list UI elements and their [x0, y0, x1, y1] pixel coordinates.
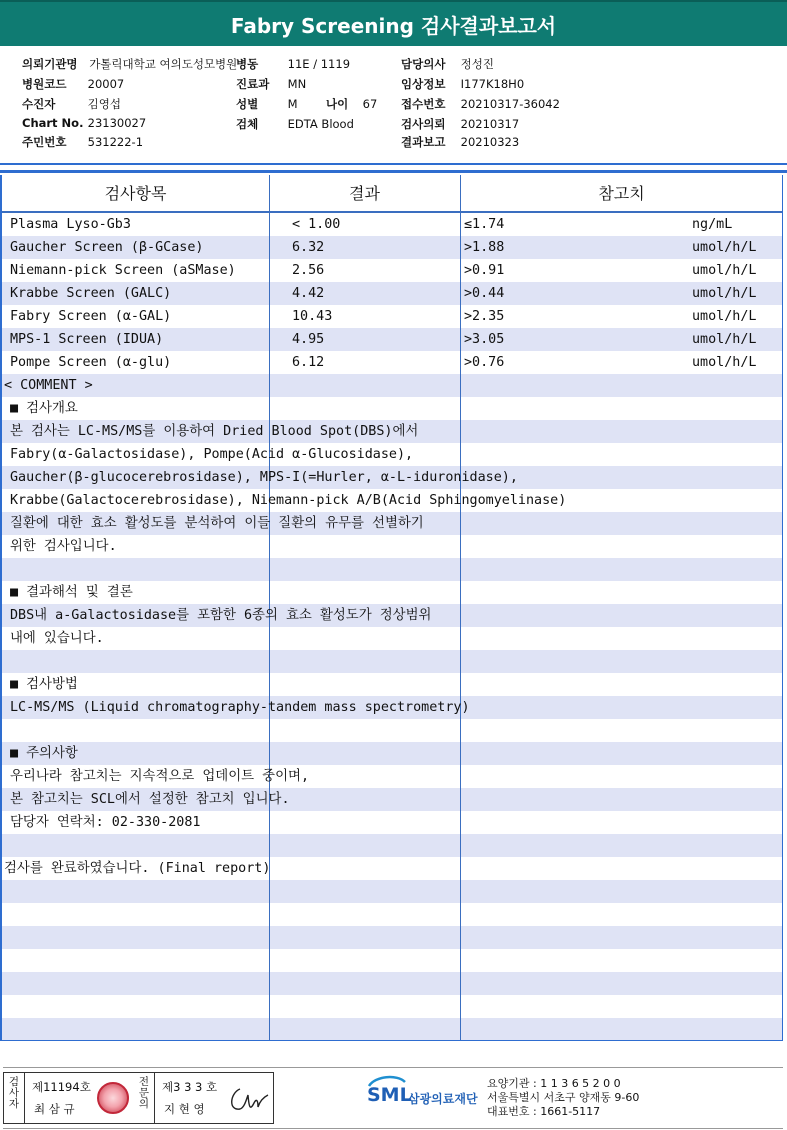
unit-cell: umol/h/L: [692, 263, 757, 278]
reference-cell: >0.76: [464, 355, 505, 370]
field-label: 병동: [236, 57, 259, 71]
test-item-cell: Krabbe Screen (GALC): [10, 286, 172, 301]
approver-license-no: 제3 3 3 호: [162, 1080, 218, 1094]
comment-line: 본 참고치는 SCL에서 설정한 참고치 입니다.: [10, 792, 290, 807]
reference-cell: >0.44: [464, 286, 505, 301]
result-cell: 4.42: [292, 286, 325, 301]
field-value: 20210317-36042: [460, 97, 560, 111]
comment-line: ■ 주의사항: [10, 746, 78, 761]
results-panel: [0, 175, 783, 1041]
comment-line: ■ 검사개요: [10, 401, 78, 416]
report-title: Fabry Screening 검사결과보고서: [0, 0, 787, 46]
field-label: 성별: [236, 97, 259, 111]
unit-cell: umol/h/L: [692, 240, 757, 255]
patient-field-name: [22, 96, 121, 112]
patient-info: [0, 54, 787, 154]
patient-field-specimen: [236, 116, 354, 132]
signature-box: [3, 1072, 274, 1124]
examiner-name: 최 삼 규: [34, 1102, 75, 1116]
field-value: 67: [362, 97, 378, 111]
reference-cell: >1.88: [464, 240, 505, 255]
result-cell: < 1.00: [292, 217, 341, 232]
field-label: 나이: [326, 97, 349, 111]
phone: 대표번호 : 1661-5117: [487, 1105, 601, 1118]
box-divider: [154, 1073, 155, 1123]
field-label: 수진자: [22, 97, 56, 111]
comment-line: 질환에 대한 효소 활성도를 분석하여 이들 질환의 유무를 선별하기: [10, 516, 424, 531]
header-test-item: 검사항목: [104, 184, 167, 203]
result-cell: 10.43: [292, 309, 333, 324]
patient-field-sex: [236, 96, 298, 112]
comment-line: 내에 있습니다.: [10, 631, 104, 646]
field-label: 진료과: [236, 77, 270, 91]
comment-line: LC-MS/MS (Liquid chromatography-tandem mass spectrometry): [10, 700, 470, 715]
comment-line: Krabbe(Galactocerebrosidase), Niemann-pick A/B(Acid Sphingomyelinase): [10, 493, 567, 508]
test-item-cell: Niemann-pick Screen (aSMase): [10, 263, 236, 278]
logo-mark: SML: [367, 1084, 412, 1106]
comment-line: 우리나라 참고치는 지속적으로 업데이트 중이며,: [10, 769, 310, 784]
field-label: 병원코드: [22, 77, 67, 91]
patient-field-report-date: [401, 134, 519, 150]
unit-cell: umol/h/L: [692, 309, 757, 324]
table-row: [2, 282, 782, 305]
comment-header: < COMMENT >: [4, 378, 93, 393]
field-label: 임상정보: [401, 77, 446, 91]
examiner-label: 검사자: [8, 1076, 20, 1110]
signature-footer: [3, 1067, 783, 1129]
patient-field-receipt-no: [401, 96, 560, 112]
table-row: [2, 305, 782, 328]
result-cell: 6.12: [292, 355, 325, 370]
divider-line: [0, 163, 787, 165]
patient-field-age: [326, 96, 377, 112]
field-value: 531222-1: [87, 135, 144, 149]
test-item-cell: Plasma Lyso-Gb3: [10, 217, 131, 232]
field-label: 주민번호: [22, 135, 67, 149]
unit-cell: umol/h/L: [692, 355, 757, 370]
table-header: [2, 175, 782, 213]
test-item-cell: Pompe Screen (α-glu): [10, 355, 172, 370]
table-row: [2, 236, 782, 259]
table-row: [2, 213, 782, 236]
field-value: 20210323: [460, 135, 520, 149]
reference-cell: ≤1.74: [464, 217, 505, 232]
examiner-seal-icon: [97, 1082, 129, 1114]
header-reference: 참고치: [598, 184, 645, 203]
field-label: 검체: [236, 117, 259, 131]
comment-line: Gaucher(β-glucocerebrosidase), MPS-I(=Hurler, α-L-iduronidase),: [10, 470, 518, 485]
result-cell: 2.56: [292, 263, 325, 278]
field-value: 11E / 1119: [287, 57, 351, 71]
final-report-note: 검사를 완료하였습니다. (Final report): [4, 861, 271, 876]
logo-text: 삼광의료재단: [408, 1092, 478, 1106]
table-row: [2, 351, 782, 374]
patient-field-chart-no: [22, 116, 146, 130]
field-value: EDTA Blood: [287, 117, 354, 131]
unit-cell: umol/h/L: [692, 286, 757, 301]
field-value: MN: [287, 77, 307, 91]
field-value: 20210317: [460, 117, 520, 131]
header-result: 결과: [349, 184, 380, 203]
patient-field-doctor: [401, 56, 494, 72]
patient-field-dept: [236, 76, 306, 92]
examiner-license-no: 제11194호: [32, 1080, 91, 1094]
comment-line: 본 검사는 LC-MS/MS를 이용하여 Dried Blood Spot(DBS)에서: [10, 424, 419, 439]
field-label: 의뢰기관명: [22, 57, 78, 71]
patient-field-hospital: [22, 56, 237, 72]
patient-field-hospital-code: [22, 76, 124, 92]
patient-field-request-date: [401, 116, 519, 132]
box-divider: [24, 1073, 25, 1123]
field-label: Chart No.: [22, 116, 84, 130]
field-label: 검사의뢰: [401, 117, 446, 131]
test-item-cell: Gaucher Screen (β-GCase): [10, 240, 204, 255]
signature-icon: [226, 1081, 270, 1117]
field-value: M: [287, 97, 298, 111]
field-value: 김영섭: [87, 97, 121, 111]
comment-line: 위한 검사입니다.: [10, 539, 117, 554]
approver-label: 전문의: [138, 1076, 150, 1110]
reference-cell: >3.05: [464, 332, 505, 347]
comment-line: Fabry(α-Galactosidase), Pompe(Acid α-Glucosidase),: [10, 447, 414, 462]
test-item-cell: MPS-1 Screen (IDUA): [10, 332, 164, 347]
result-cell: 6.32: [292, 240, 325, 255]
field-value: 20007: [87, 77, 125, 91]
approver-name: 지 현 영: [164, 1102, 205, 1116]
field-value: 23130027: [87, 116, 147, 130]
result-cell: 4.95: [292, 332, 325, 347]
institution-code: 요양기관 : 1 1 3 6 5 2 0 0: [487, 1077, 621, 1090]
comment-line: ■ 결과해석 및 결론: [10, 585, 133, 600]
comment-line: DBS내 a-Galactosidase를 포함한 6종의 효소 활성도가 정상범위: [10, 608, 432, 623]
table-row: [2, 259, 782, 282]
field-label: 담당의사: [401, 57, 446, 71]
test-item-cell: Fabry Screen (α-GAL): [10, 309, 172, 324]
field-value: 가톨릭대학교 여의도성모병원: [89, 57, 238, 71]
reference-cell: >2.35: [464, 309, 505, 324]
field-value: 정성진: [460, 57, 494, 71]
patient-field-ward: [236, 56, 350, 72]
patient-field-clinical-info: [401, 76, 524, 92]
field-label: 접수번호: [401, 97, 446, 111]
unit-cell: umol/h/L: [692, 332, 757, 347]
field-label: 결과보고: [401, 135, 446, 149]
address: 서울특별시 서초구 양재동 9-60: [487, 1091, 640, 1104]
field-value: I177K18H0: [460, 77, 525, 91]
comment-line: 담당자 연락처: 02-330-2081: [10, 815, 201, 830]
comment-line: ■ 검사방법: [10, 677, 78, 692]
patient-field-id-no: [22, 134, 143, 150]
divider-line: [0, 170, 787, 173]
reference-cell: >0.91: [464, 263, 505, 278]
table-row: [2, 328, 782, 351]
unit-cell: ng/mL: [692, 217, 733, 232]
